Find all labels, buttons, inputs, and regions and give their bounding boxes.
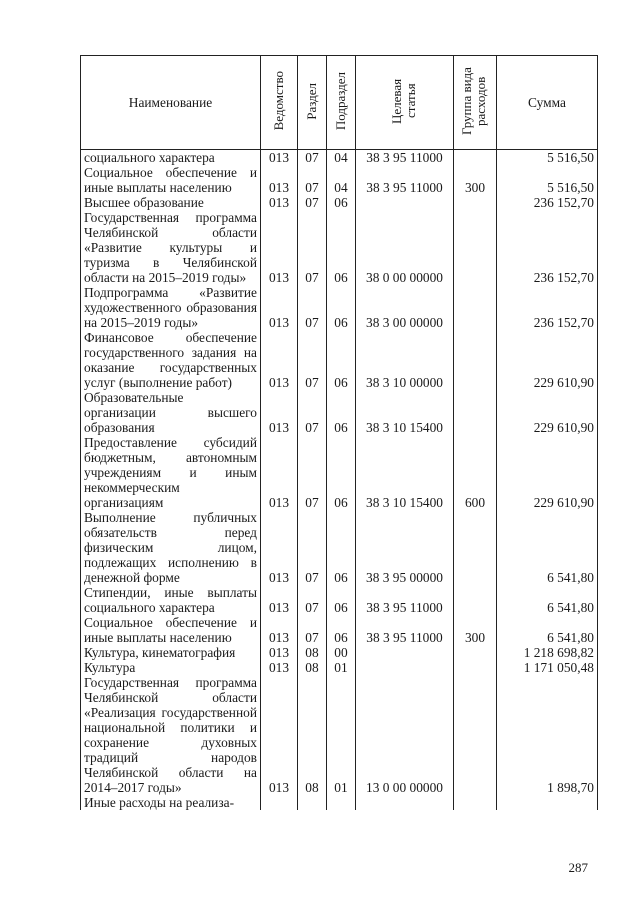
cell-subsection: 06: [327, 210, 356, 285]
cell-target-article: 38 3 10 00000: [356, 330, 454, 390]
cell-name: социального характера: [81, 150, 261, 166]
cell-subsection: 06: [327, 195, 356, 210]
cell-ministry: 013: [261, 150, 298, 166]
cell-subsection: 04: [327, 165, 356, 195]
table-body: [81, 150, 598, 811]
header-name: Наименование: [81, 56, 261, 150]
cell-subsection: 06: [327, 390, 356, 435]
cell-name: Высшее образование: [81, 195, 261, 210]
cell-expense-group: [454, 390, 497, 435]
cell-name: Финансовое обеспечение государственного задания на оказание государственных услуг (выполнение работ): [81, 330, 261, 390]
cell-name: Государственная программа Челябинской области «Реализация государственной национальной политики и сохранение духовных традиций народов Челябинской области на 2014–2017 годы»: [81, 675, 261, 795]
cell-amount: 5 516,50: [497, 165, 598, 195]
cell-subsection: 00: [327, 645, 356, 660]
cell-section: 07: [298, 330, 327, 390]
table-row: [81, 285, 598, 330]
cell-ministry: 013: [261, 660, 298, 675]
cell-name: Предоставление субсидий бюджетным, автономным учреждениям и иным некоммерческим организациям: [81, 435, 261, 510]
header-amount: Сумма: [497, 56, 598, 150]
cell-section: 07: [298, 165, 327, 195]
cell-expense-group: 600: [454, 435, 497, 510]
cell-target-article: 38 3 00 00000: [356, 285, 454, 330]
cell-name: Социальное обеспечение и иные выплаты населению: [81, 165, 261, 195]
cell-expense-group: [454, 150, 497, 166]
cell-expense-group: [454, 330, 497, 390]
cell-subsection: 01: [327, 675, 356, 795]
table-row: [81, 150, 598, 166]
table-row: [81, 675, 598, 795]
cell-name: Культура, кинематография: [81, 645, 261, 660]
cell-ministry: 013: [261, 285, 298, 330]
cell-target-article: 38 3 95 11000: [356, 615, 454, 645]
table-row: [81, 165, 598, 195]
cell-section: 07: [298, 195, 327, 210]
cell-subsection: 01: [327, 660, 356, 675]
cell-section: 07: [298, 585, 327, 615]
cell-ministry: 013: [261, 390, 298, 435]
table-row: [81, 645, 598, 660]
cell-section: 07: [298, 285, 327, 330]
cell-amount: 1 171 050,48: [497, 660, 598, 675]
cell-amount: 6 541,80: [497, 615, 598, 645]
table-row: [81, 435, 598, 510]
cell-ministry: 013: [261, 435, 298, 510]
cell-ministry: 013: [261, 615, 298, 645]
table-row: [81, 195, 598, 210]
cell-name: Социальное обеспечение и иные выплаты населению: [81, 615, 261, 645]
cell-section: 08: [298, 660, 327, 675]
cell-amount: 6 541,80: [497, 510, 598, 585]
cell-amount: 236 152,70: [497, 210, 598, 285]
cell-name: Подпрограмма «Развитие художественного образования на 2015–2019 годы»: [81, 285, 261, 330]
header-expense-group: Группа вида расходов: [454, 56, 497, 150]
cell-subsection: 06: [327, 510, 356, 585]
cell-ministry: 013: [261, 210, 298, 285]
cell-amount: 229 610,90: [497, 435, 598, 510]
cell-target-article: 38 3 95 00000: [356, 510, 454, 585]
cell-ministry: 013: [261, 585, 298, 615]
cell-amount: 229 610,90: [497, 390, 598, 435]
header-ministry: Ведомство: [261, 56, 298, 150]
cell-subsection: 04: [327, 150, 356, 166]
cell-subsection: 06: [327, 435, 356, 510]
cell-expense-group: [454, 795, 497, 810]
cell-section: 07: [298, 615, 327, 645]
cell-subsection: [327, 795, 356, 810]
table-row: [81, 795, 598, 810]
cell-section: 07: [298, 510, 327, 585]
cell-target-article: 38 0 00 00000: [356, 210, 454, 285]
cell-amount: 1 898,70: [497, 675, 598, 795]
cell-expense-group: [454, 675, 497, 795]
page-number: 287: [568, 860, 588, 875]
cell-amount: 236 152,70: [497, 285, 598, 330]
cell-expense-group: [454, 585, 497, 615]
cell-target-article: 38 3 95 11000: [356, 150, 454, 166]
cell-subsection: 06: [327, 285, 356, 330]
cell-subsection: 06: [327, 330, 356, 390]
table-row: [81, 330, 598, 390]
cell-ministry: 013: [261, 510, 298, 585]
table-row: [81, 615, 598, 645]
cell-target-article: [356, 660, 454, 675]
cell-ministry: 013: [261, 165, 298, 195]
cell-target-article: 38 3 10 15400: [356, 435, 454, 510]
cell-target-article: 38 3 95 11000: [356, 585, 454, 615]
header-section: Раздел: [298, 56, 327, 150]
cell-expense-group: [454, 645, 497, 660]
cell-section: 08: [298, 645, 327, 660]
cell-expense-group: [454, 510, 497, 585]
cell-amount: 5 516,50: [497, 150, 598, 166]
table-header-row: [81, 56, 598, 150]
cell-target-article: [356, 645, 454, 660]
table-row: [81, 390, 598, 435]
cell-amount: 236 152,70: [497, 195, 598, 210]
cell-target-article: [356, 195, 454, 210]
cell-ministry: [261, 795, 298, 810]
cell-subsection: 06: [327, 585, 356, 615]
cell-expense-group: 300: [454, 615, 497, 645]
cell-section: 07: [298, 435, 327, 510]
cell-amount: 229 610,90: [497, 330, 598, 390]
cell-amount: 1 218 698,82: [497, 645, 598, 660]
cell-target-article: 38 3 95 11000: [356, 165, 454, 195]
cell-target-article: 13 0 00 00000: [356, 675, 454, 795]
table-row: [81, 660, 598, 675]
cell-name: Образовательные организации высшего образования: [81, 390, 261, 435]
cell-expense-group: [454, 660, 497, 675]
cell-ministry: 013: [261, 675, 298, 795]
cell-ministry: 013: [261, 330, 298, 390]
cell-target-article: 38 3 10 15400: [356, 390, 454, 435]
cell-name: Культура: [81, 660, 261, 675]
cell-expense-group: [454, 285, 497, 330]
header-subsection: Подраздел: [327, 56, 356, 150]
budget-table: [80, 55, 598, 810]
cell-section: 07: [298, 210, 327, 285]
cell-name: Иные расходы на реализа-: [81, 795, 261, 810]
cell-ministry: 013: [261, 195, 298, 210]
cell-expense-group: [454, 210, 497, 285]
cell-name: Стипендии, иные выплаты социального характера: [81, 585, 261, 615]
cell-name: Выполнение публичных обязательств перед физическим лицом, подлежащих исполнению в денежной форме: [81, 510, 261, 585]
cell-amount: [497, 795, 598, 810]
table-row: [81, 585, 598, 615]
cell-target-article: [356, 795, 454, 810]
cell-amount: 6 541,80: [497, 585, 598, 615]
cell-subsection: 06: [327, 615, 356, 645]
cell-section: 07: [298, 150, 327, 166]
table-row: [81, 510, 598, 585]
cell-expense-group: [454, 195, 497, 210]
cell-ministry: 013: [261, 645, 298, 660]
cell-expense-group: 300: [454, 165, 497, 195]
cell-name: Государственная программа Челябинской области «Развитие культуры и туризма в Челябинской области на 2015–2019 годы»: [81, 210, 261, 285]
header-target-article: Целевая статья: [356, 56, 454, 150]
cell-section: 07: [298, 390, 327, 435]
table-row: [81, 210, 598, 285]
cell-section: 08: [298, 675, 327, 795]
cell-section: [298, 795, 327, 810]
